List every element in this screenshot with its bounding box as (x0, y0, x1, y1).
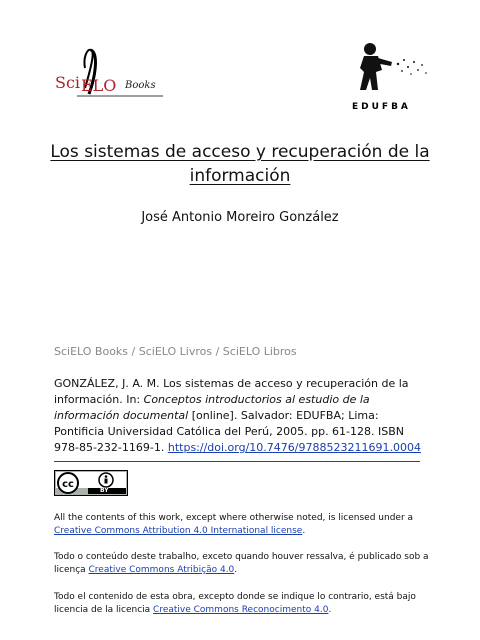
license-english-pre: All the contents of this work, except where otherwise noted, is licensed under a (54, 513, 414, 523)
cc-by-label: BY (100, 487, 109, 494)
citation-text-part1: GONZÁLEZ, J. A. M. Los sistemas de acceso y recuperación de la información. In: (54, 377, 409, 406)
license-portuguese-link[interactable]: Creative Commons Atribição 4.0 (88, 565, 235, 575)
document-title-text: Los sistemas de acceso y recuperación de la información (50, 142, 430, 186)
series-line: SciELO Books / SciELO Livros / SciELO Libros (54, 345, 297, 358)
svg-text:cc: cc (62, 479, 74, 490)
author-name: José Antonio Moreiro González (141, 210, 339, 225)
scielo-sci-text: Sci (55, 73, 81, 92)
license-english (54, 512, 434, 538)
citation-block (54, 376, 426, 456)
license-portuguese-pre: Todo o conteúdo deste trabalho, exceto quando houver ressalva, é publicado sob a licença (54, 552, 429, 575)
sower-figure-icon (348, 40, 434, 100)
license-spanish-pre: Todo el contenido de esta obra, excepto donde se indique lo contrario, está bajo licencia de la licencia (54, 592, 416, 615)
citation-text-part2: [online]. Salvador: EDUFBA; Lima: Pontificia Universidad Católica del Perú, 2005. pp. 61-128. ISBN 978-85-232-1169-1. (54, 409, 405, 454)
license-spanish-link[interactable]: Creative Commons Reconocimento 4.0 (153, 605, 329, 615)
license-spanish (54, 591, 434, 617)
scielo-books-logo (55, 48, 165, 100)
license-spanish-post: . (328, 605, 332, 615)
license-english-post: . (302, 526, 306, 536)
document-title (40, 140, 440, 188)
citation-divider (54, 461, 420, 462)
doi-link[interactable]: https://doi.org/10.7476/9788523211691.0004 (167, 441, 421, 454)
edufba-logo (348, 40, 434, 114)
license-portuguese-post: . (234, 565, 238, 575)
citation-book-title: Conceptos introductorios al estudio de la información documental (54, 393, 370, 422)
license-english-link[interactable]: Creative Commons Attribution 4.0 International license (54, 526, 303, 536)
cc-by-license-icon (54, 470, 128, 496)
scielo-books-text: Books (125, 80, 156, 91)
cc-by-badge (54, 470, 128, 496)
license-portuguese (54, 551, 434, 577)
scielo-elo-text: ELO (81, 76, 117, 95)
edufba-text: EDUFBA (352, 102, 411, 112)
